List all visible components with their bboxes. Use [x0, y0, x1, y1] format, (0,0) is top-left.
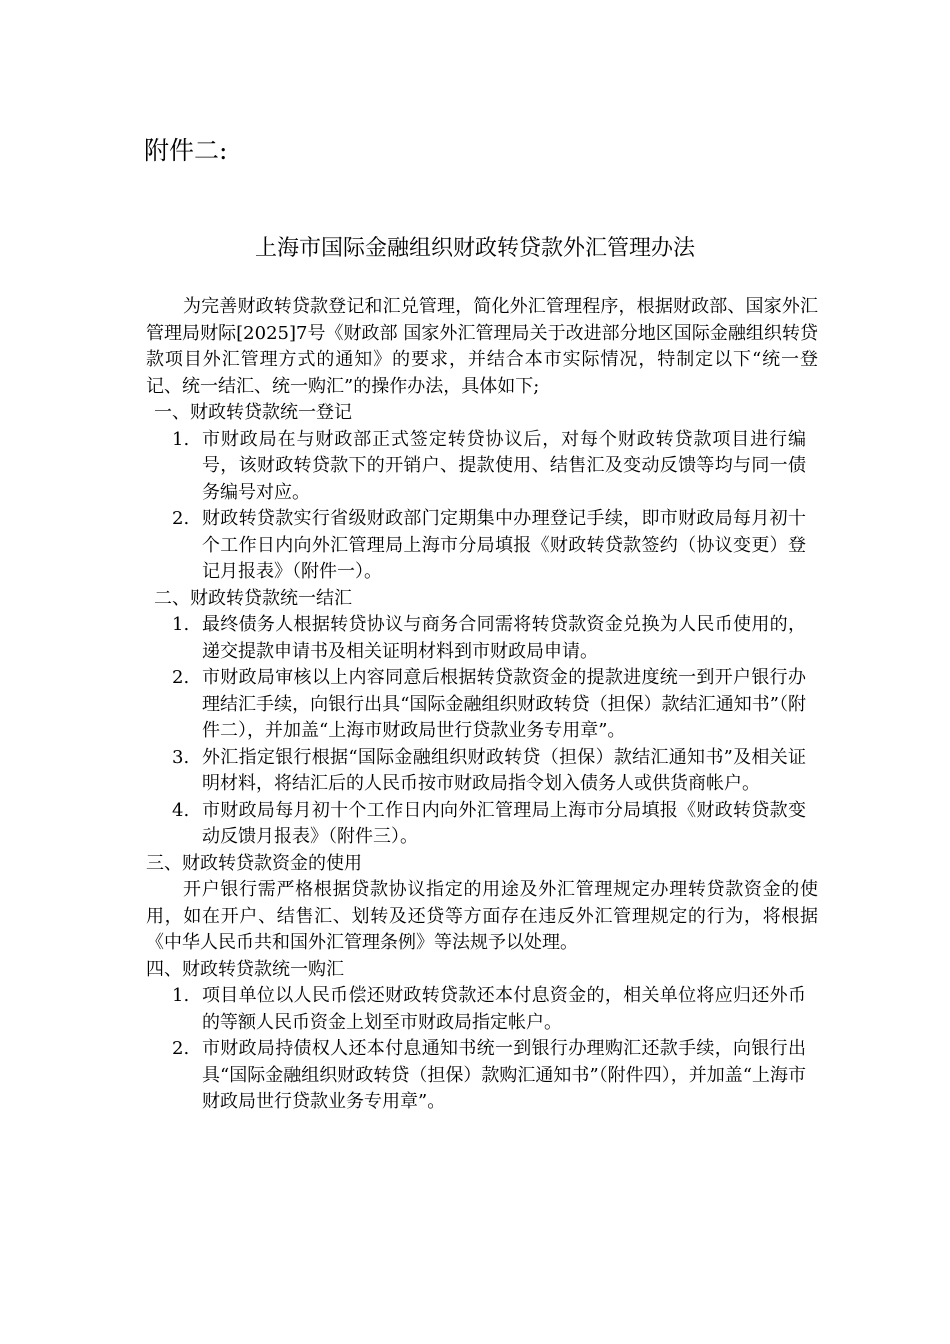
- document-title: 上海市国际金融组织财政转贷款外汇管理办法: [254, 236, 695, 261]
- item-number: 3.: [172, 746, 190, 768]
- list-item: [146, 506, 818, 586]
- list-item: [146, 665, 818, 745]
- item-number: 1.: [172, 614, 190, 635]
- item-text: 财政转贷款实行省级财政部门定期集中办理登记手续，即市财政局每月初十个工作日内向外汇管理局上海市分局填报《财政转贷款签约（协议变更）登记月报表》（附件一）。: [202, 508, 806, 582]
- item-text: 项目单位以人民币偿还财政转贷款还本付息资金的，相关单位将应归还外币的等额人民币资金上划至市财政局指定帐户。: [202, 985, 806, 1033]
- section-body: 开户银行需严格根据贷款协议指定的用途及外汇管理规定办理转贷款资金的使用，如在开户、结售汇、划转及还贷等方面存在违反外汇管理规定的行为，将根据《中华人民币共和国外汇管理条例》等法规予以处理。: [146, 879, 818, 953]
- section-heading: 二、财政转贷款统一结汇: [154, 587, 352, 609]
- list-item: [146, 1036, 818, 1116]
- item-text: 市财政局持债权人还本付息通知书统一到银行办理购汇还款手续，向银行出具“国际金融组织财政转贷（担保）款购汇通知书”（附件四），并加盖“上海市财政局世行贷款业务专用章”。: [202, 1038, 806, 1112]
- item-number: 2.: [172, 667, 190, 688]
- list-item: [146, 612, 818, 665]
- document-body: [146, 294, 818, 1116]
- list-item: [146, 983, 818, 1036]
- item-number: 2.: [172, 508, 190, 529]
- section-heading: 一、财政转贷款统一登记: [154, 402, 352, 423]
- item-text: 最终债务人根据转贷协议与商务合同需将转贷款资金兑换为人民币使用的，递交提款申请书及相关证明材料到市财政局申请。: [202, 614, 806, 662]
- list-item: [146, 427, 818, 507]
- item-text: 市财政局在与财政部正式签定转贷协议后，对每个财政转贷款项目进行编号，该财政转贷款下的开销户、提款使用、结售汇及变动反馈等均与同一债务编号对应。: [202, 428, 806, 503]
- item-text: 市财政局审核以上内容同意后根据转贷款资金的提款进度统一到开户银行办理结汇手续，向银行出具“国际金融组织财政转贷（担保）款结汇通知书”（附件二），并加盖“上海市财政局世行贷款业务专用章”。: [202, 667, 806, 741]
- intro-paragraph: 为完善财政转贷款登记和汇兑管理，简化外汇管理程序，根据财政部、国家外汇管理局财际[2025]7号《财政部 国家外汇管理局关于改进部分地区国际金融组织转贷款项目外汇管理方式的通知》的要求，并结合本市实际情况，特制定以下“统一登记、统一结汇、统一购汇”的操作办法，具体如下;: [146, 296, 818, 397]
- item-number: 1.: [172, 428, 190, 450]
- attachment-label: 附件二:: [144, 136, 228, 165]
- item-number: 4.: [172, 799, 190, 821]
- section-heading: 四、财政转贷款统一购汇: [146, 958, 344, 980]
- list-item: [146, 798, 818, 851]
- section-heading: 三、财政转贷款资金的使用: [146, 852, 362, 874]
- item-number: 1.: [172, 985, 190, 1006]
- item-text: 外汇指定银行根据“国际金融组织财政转贷（担保）款结汇通知书”及相关证明材料，将结汇后的人民币按市财政局指令划入债务人或供货商帐户。: [202, 746, 806, 794]
- item-text: 市财政局每月初十个工作日内向外汇管理局上海市分局填报《财政转贷款变动反馈月报表》（附件三）。: [202, 799, 806, 847]
- list-item: [146, 745, 818, 798]
- item-number: 2.: [172, 1038, 190, 1059]
